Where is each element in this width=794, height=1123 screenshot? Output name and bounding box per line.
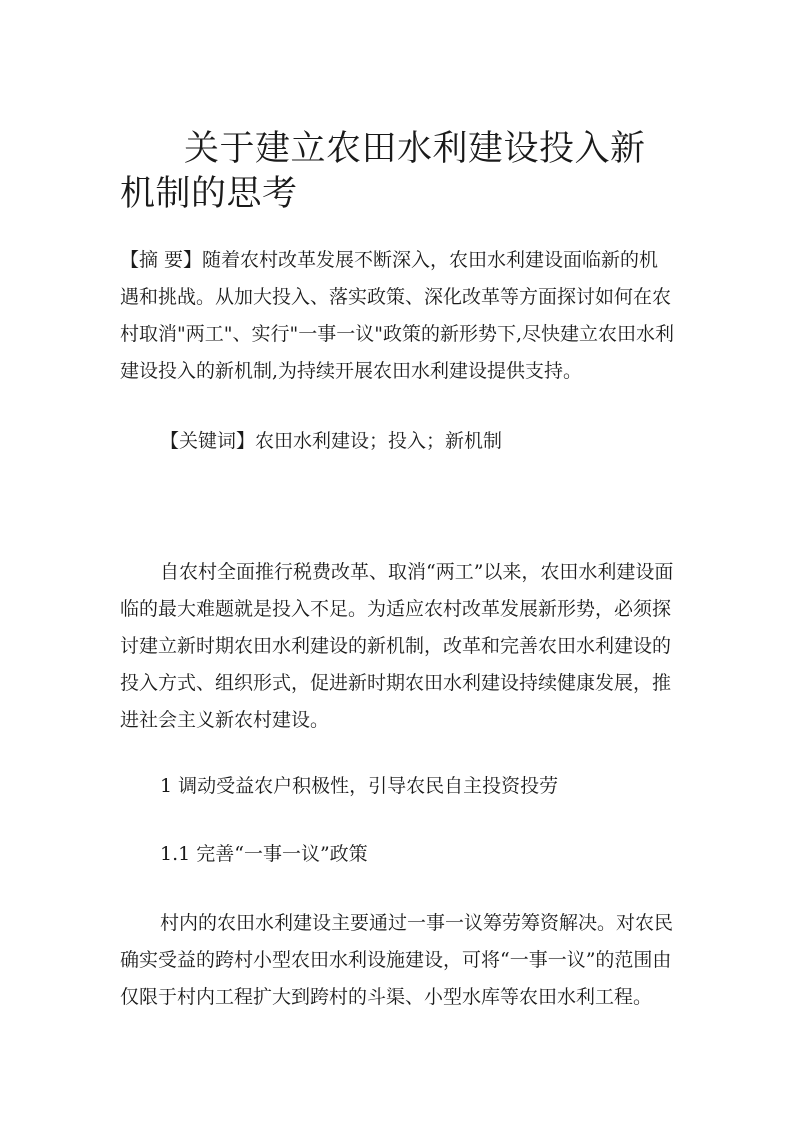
section-heading-1-1: 1.1 完善“一事一议”政策 <box>160 843 368 865</box>
body-paragraph-intro: 自农村全面推行税费改革、取消“两工”以来，农田水利建设面临的最大难题就是投入不足。为适应农村改革发展新形势，必须探讨建立新时期农田水利建设的新机制，改革和完善农田水利建设的投入方式、组织形式，促进新时期农田水利建设持续健康发展，推进社会主义新农村建设。 <box>120 561 674 731</box>
keywords-line: 【关键词】农田水利建设；投入；新机制 <box>160 430 503 452</box>
section-heading-1: 1 调动受益农户积极性，引导农民自主投资投劳 <box>160 775 559 797</box>
document-title: 关于建立农田水利建设投入新机制的思考 <box>120 129 646 214</box>
abstract-paragraph: 【摘 要】随着农村改革发展不断深入，农田水利建设面临新的机遇和挑战。从加大投入、落实政策、深化改革等方面探讨如何在农村取消"两工"、实行"一事一议"政策的新形势下,尽快建立农田水利建设投入的新机制,为持续开展农田水利建设提供支持。 <box>120 249 674 382</box>
body-paragraph-1-1: 村内的农田水利建设主要通过一事一议筹劳筹资解决。对农民确实受益的跨村小型农田水利设施建设，可将“一事一议”的范围由仅限于村内工程扩大到跨村的斗渠、小型水库等农田水利工程。 <box>120 912 674 1008</box>
